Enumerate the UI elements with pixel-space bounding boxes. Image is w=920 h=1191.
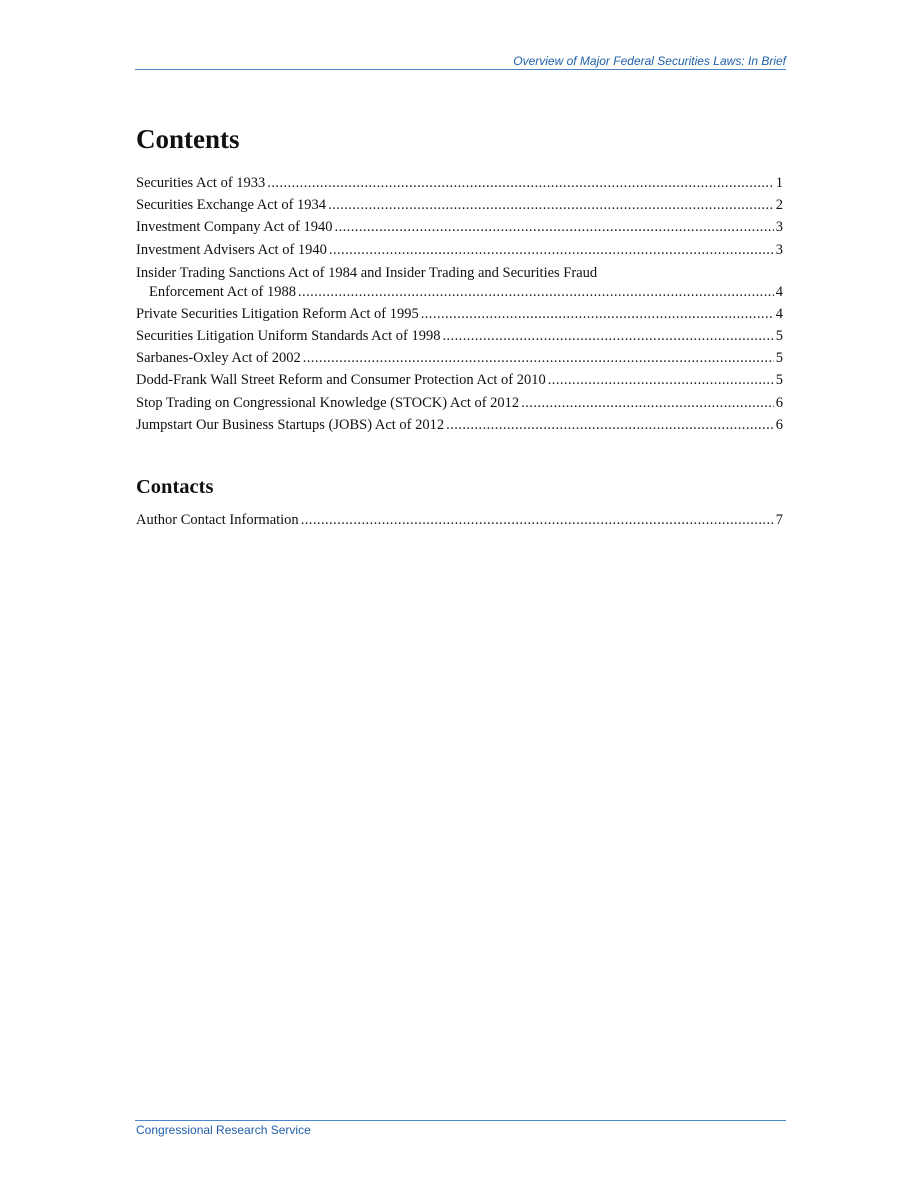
dot-leader	[329, 241, 774, 259]
toc-entry-label: Securities Act of 1933	[136, 175, 266, 191]
dot-leader	[301, 511, 774, 529]
toc-entry-page: 6	[775, 416, 783, 433]
toc-entry-private-securities-litigation-reform-act[interactable]	[136, 305, 783, 327]
dot-leader	[521, 394, 774, 412]
toc-entry-label: Author Contact Information	[136, 512, 299, 528]
toc-entry-stock-act[interactable]	[136, 394, 783, 416]
contacts-heading: Contacts	[136, 476, 214, 498]
contents-list	[136, 174, 783, 438]
toc-entry-label: Private Securities Litigation Reform Act of 1995	[136, 305, 419, 322]
dot-leader	[442, 327, 773, 345]
toc-entry-label: Investment Company Act of 1940	[136, 219, 333, 236]
toc-entry-investment-advisers-act-1940[interactable]	[136, 241, 783, 263]
toc-entry-label-line1: Insider Trading Sanctions Act of 1984 and Insider Trading and Securities Fraud	[136, 264, 598, 281]
toc-entry-label: Securities Exchange Act of 1934	[136, 197, 327, 214]
toc-entry-second-line	[136, 283, 783, 302]
header-rule	[135, 69, 786, 70]
dot-leader	[303, 349, 774, 367]
toc-entry-securities-exchange-act-1934[interactable]	[136, 196, 783, 218]
toc-entry-label: Dodd-Frank Wall Street Reform and Consumer Protection Act of 2010	[136, 372, 546, 389]
toc-entry-page: 4	[775, 305, 783, 322]
toc-entry-page: 7	[775, 512, 783, 528]
toc-entry-insider-trading-acts[interactable]	[136, 263, 783, 302]
toc-entry-page: 5	[775, 372, 783, 389]
dot-leader	[548, 371, 774, 389]
toc-entry-page: 3	[775, 241, 783, 258]
dot-leader	[298, 283, 774, 302]
toc-entry-page: 6	[775, 394, 783, 411]
toc-entry-author-contact-information[interactable]	[136, 511, 783, 533]
toc-entry-page: 3	[775, 219, 783, 236]
running-header-title: Overview of Major Federal Securities Laws: In Brief	[513, 54, 786, 68]
footer-text: Congressional Research Service	[136, 1123, 311, 1137]
toc-entry-page: 4	[775, 283, 783, 300]
toc-entry-page: 2	[775, 197, 783, 214]
dot-leader	[335, 218, 774, 236]
toc-entry-label: Securities Litigation Uniform Standards Act of 1998	[136, 327, 441, 344]
footer-rule	[135, 1120, 786, 1121]
toc-entry-jobs-act[interactable]	[136, 416, 783, 438]
toc-entry-page: 5	[775, 350, 783, 367]
toc-entry-investment-company-act-1940[interactable]	[136, 218, 783, 240]
toc-entry-dodd-frank-act[interactable]	[136, 371, 783, 393]
dot-leader	[328, 196, 774, 214]
dot-leader	[446, 416, 774, 434]
toc-entry-label: Sarbanes-Oxley Act of 2002	[136, 350, 301, 367]
toc-entry-page: 5	[775, 327, 783, 344]
running-header	[135, 54, 786, 70]
contacts-list	[136, 511, 783, 533]
toc-entry-page: 1	[775, 175, 783, 191]
toc-entry-sarbanes-oxley-act[interactable]	[136, 349, 783, 371]
dot-leader	[267, 174, 773, 192]
toc-entry-securities-act-1933[interactable]	[136, 174, 783, 196]
toc-entry-label: Jumpstart Our Business Startups (JOBS) Act of 2012	[136, 416, 445, 433]
toc-entry-securities-litigation-uniform-standards-act[interactable]	[136, 327, 783, 349]
contents-heading: Contents	[136, 124, 240, 154]
toc-entry-label: Investment Advisers Act of 1940	[136, 241, 327, 258]
dot-leader	[421, 305, 774, 323]
toc-entry-label: Stop Trading on Congressional Knowledge (STOCK) Act of 2012	[136, 394, 520, 411]
toc-entry-label-line2: Enforcement Act of 1988	[149, 283, 296, 300]
